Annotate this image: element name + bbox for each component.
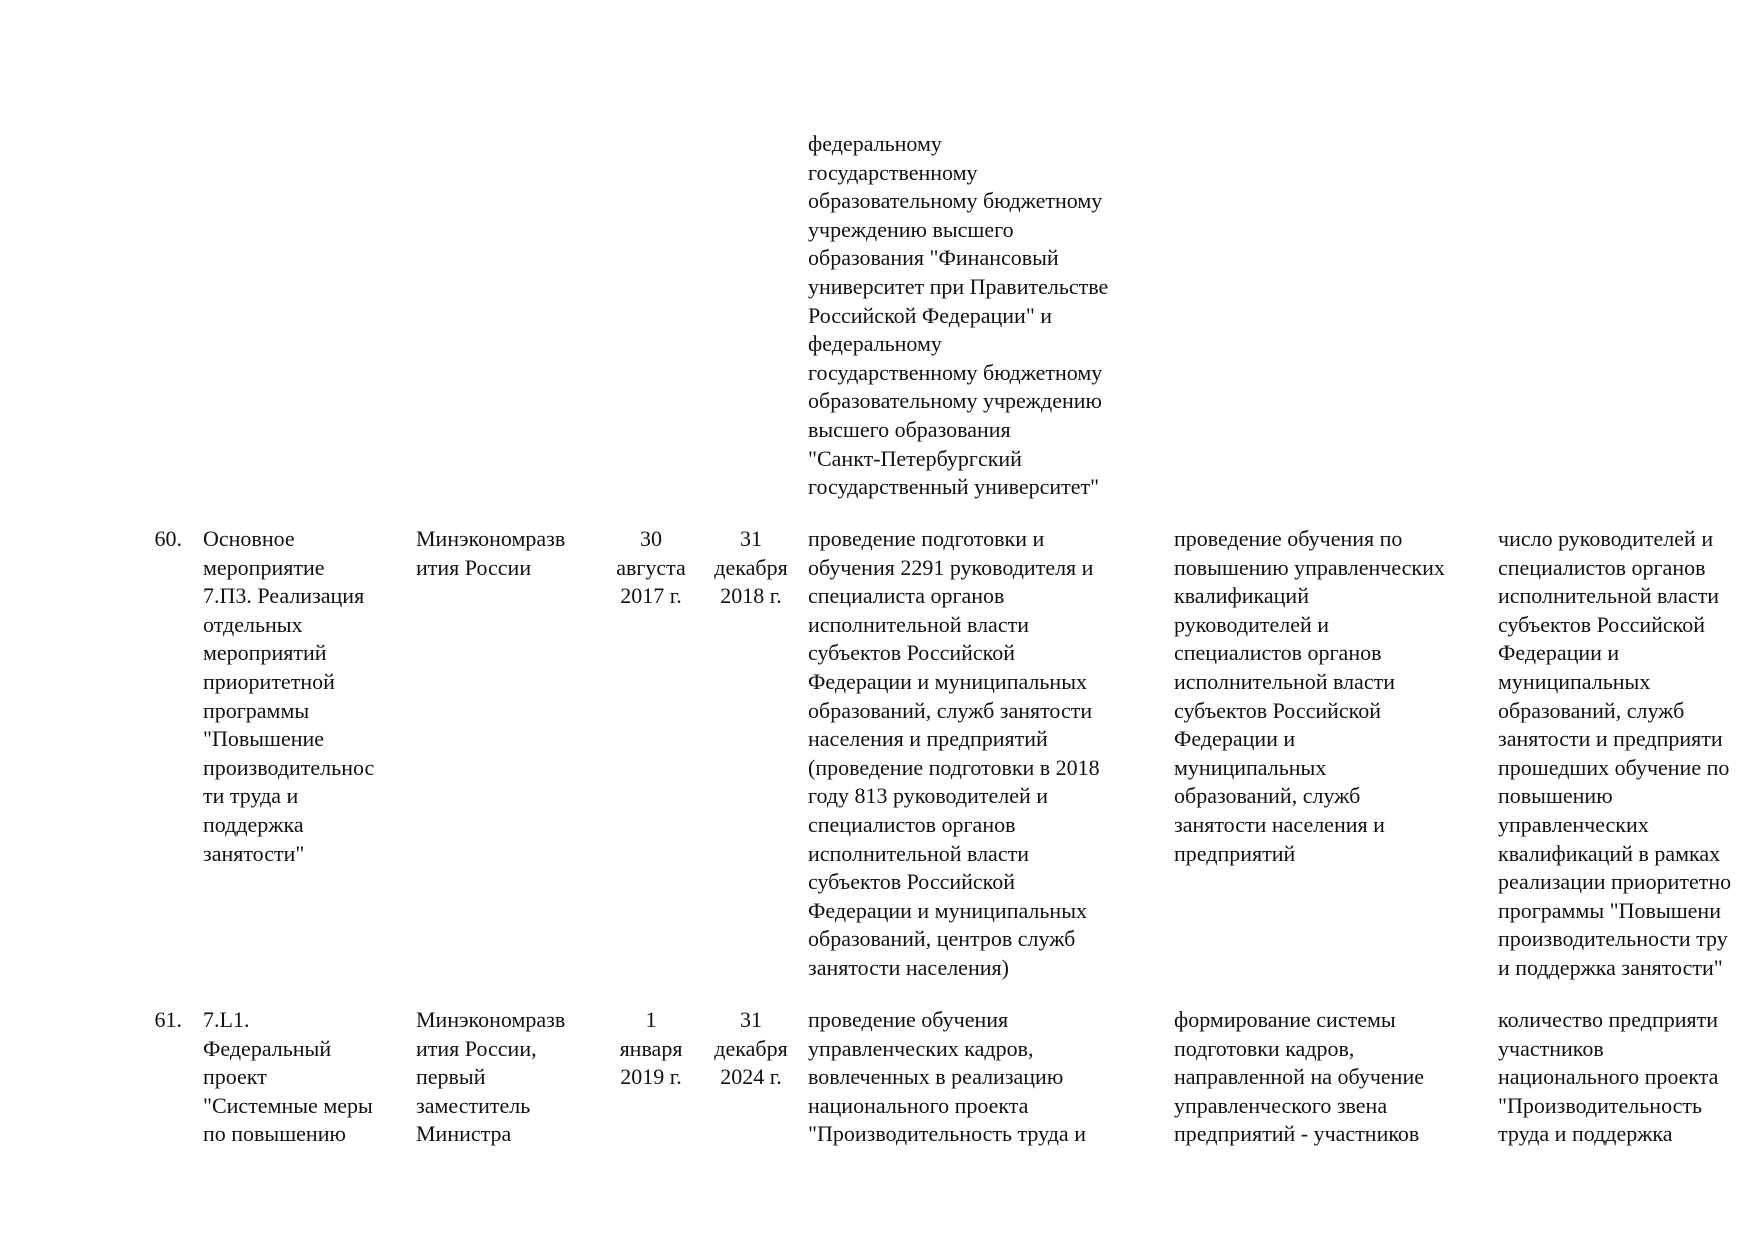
row-61-number: 61. — [154, 1007, 182, 1032]
row-60-directions: проведение обучения по повышению управленческих квалификаций руководителей и специалистов органов исполнительной власти субъектов Российской Федерации и муниципальных образований, служб занятости населения и предприятий — [1174, 526, 1445, 866]
row-61-expected-result: проведение обучения управленческих кадров, вовлеченных в реализацию национального проекта "Производительность труда и — [808, 1007, 1086, 1147]
row-61-indicator: количество предприяти участников национального проекта "Производительность труда и поддержка — [1498, 1007, 1719, 1147]
row-61-end-date: 31 декабря 2024 г. — [714, 1007, 788, 1090]
row-61-responsible: Минэкономразв ития России, первый заместитель Министра — [416, 1007, 566, 1147]
row-60-end-date: 31 декабря 2018 г. — [714, 526, 788, 609]
row-60-responsible: Минэкономразв ития России — [416, 526, 566, 580]
continuation-result-text: федеральному государственному образовательному бюджетному учреждению высшего образования "Финансовый университет при Правительстве Российской Федерации" и федеральному государственному бюджетному образовательному учреждению высшего образования "Санкт-Петербургский государственный университет" — [808, 131, 1109, 500]
row-60-event-name: Основное мероприятие 7.П3. Реализация отдельных мероприятий приоритетной программы "Повышение производительнос ти труда и поддержка занятости" — [203, 526, 375, 866]
row-60-start-date: 30 августа 2017 г. — [616, 526, 686, 609]
row-61-event-name: 7.L1. Федеральный проект "Системные меры по повышению — [203, 1007, 373, 1147]
row-61-start-date: 1 января 2019 г. — [619, 1007, 683, 1090]
row-61-directions: формирование системы подготовки кадров, направленной на обучение управленческого звена предприятий - участников — [1174, 1007, 1424, 1147]
row-60-expected-result: проведение подготовки и обучения 2291 руководителя и специалиста органов исполнительной власти субъектов Российской Федерации и муниципальных образований, служб занятости населения и предприятий (проведение подготовки в 2018 году 813 руководителей и специалистов органов исполнительной власти субъектов Российской Федерации и муниципальных образований, центров служб занятости населения) — [808, 526, 1100, 980]
row-60-number: 60. — [154, 526, 182, 551]
row-60-indicator: число руководителей и специалистов органов исполнительной власти субъектов Российской Федерации и муниципальных образований, служб занятости и предприяти прошедших обучение по повышению управленческих квалификаций в рамках реализации приоритетно программы "Повышени производительности тру и поддержка занятости" — [1498, 526, 1732, 980]
